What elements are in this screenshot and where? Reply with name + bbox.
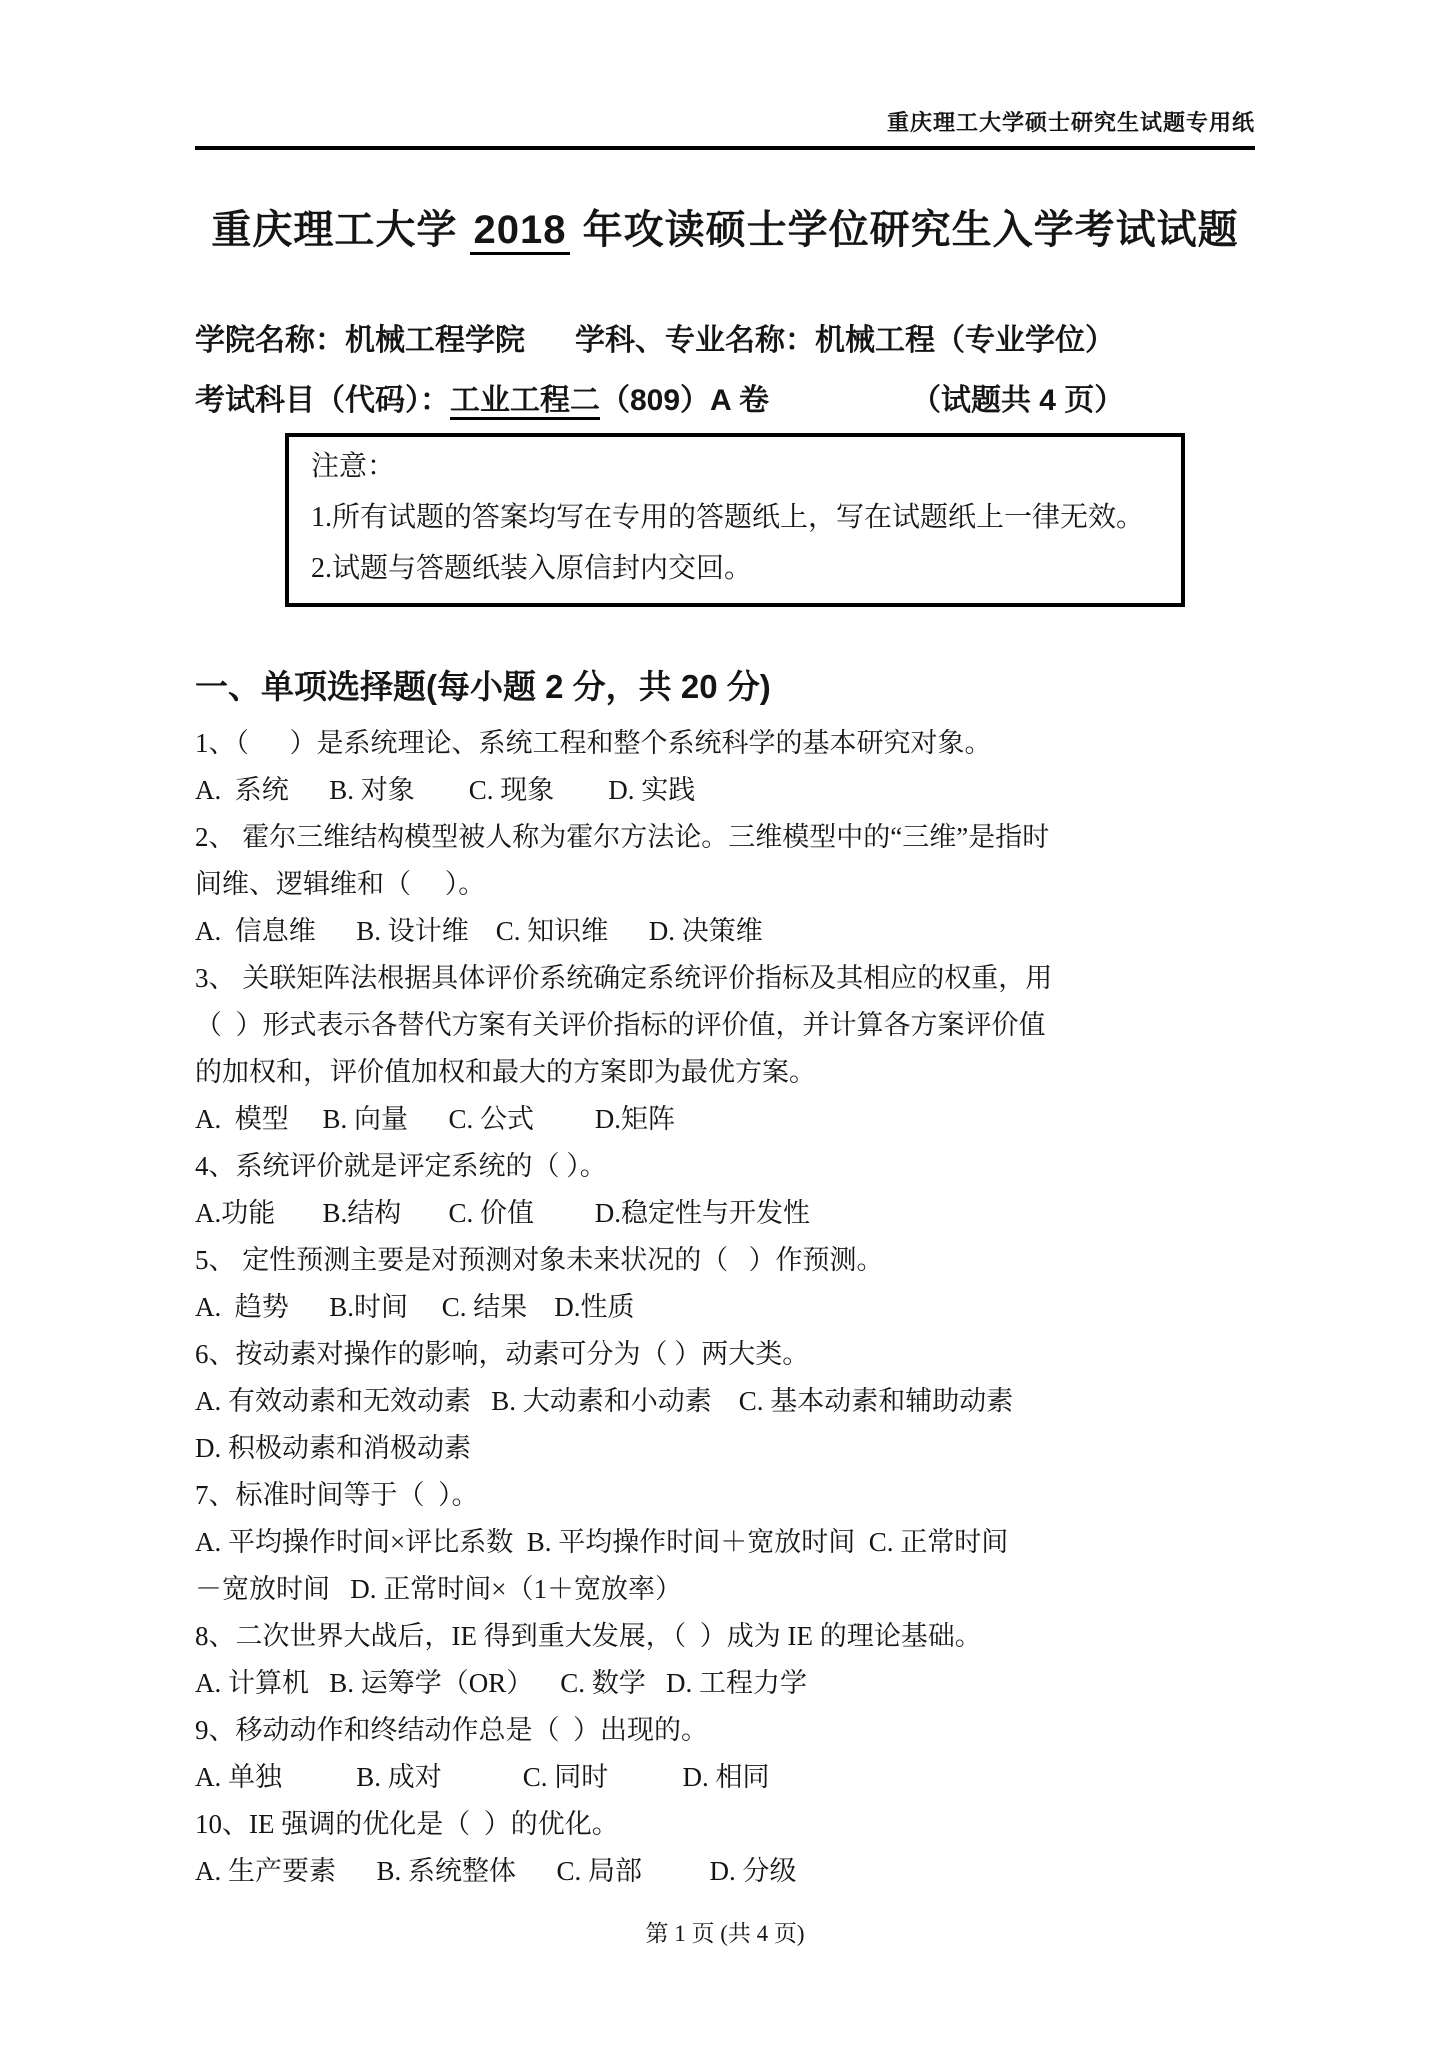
question-line: －宽放时间 D. 正常时间×（1＋宽放率）: [195, 1574, 682, 1604]
notice-box: [285, 433, 1185, 607]
pages-note: （试题共 4 页）: [910, 384, 1125, 417]
question-line: A. 模型 B. 向量 C. 公式 D.矩阵: [195, 1104, 676, 1134]
question-line: A. 单独 B. 成对 C. 同时 D. 相同: [195, 1762, 770, 1792]
subject-row: [195, 375, 1255, 419]
subject-code-volume: （809）A 卷: [600, 384, 769, 417]
question-line: （ ）形式表示各替代方案有关评价指标的评价值，并计算各方案评价值: [195, 1010, 1046, 1040]
question-line: A. 计算机 B. 运筹学（OR） C. 数学 D. 工程力学: [195, 1668, 808, 1698]
question-line: 的加权和，评价值加权和最大的方案即为最优方案。: [195, 1057, 816, 1087]
question-line: 6、按动素对操作的影响，动素可分为（ ）两大类。: [195, 1339, 810, 1369]
question-line: 间维、逻辑维和（ ）。: [195, 869, 486, 899]
question-line: 3、 关联矩阵法根据具体评价系统确定系统评价指标及其相应的权重，用: [195, 963, 1053, 993]
page-header: [195, 106, 1255, 150]
question-line: 1、（ ）是系统理论、系统工程和整个系统科学的基本研究对象。: [195, 728, 992, 758]
exam-title-year-underlined: 2018: [470, 208, 571, 255]
notice-items: [311, 500, 1163, 587]
header-rule: [195, 146, 1255, 150]
question-line: A. 平均操作时间×评比系数 B. 平均操作时间＋宽放时间 C. 正常时间: [195, 1527, 1009, 1557]
question-line: 7、标准时间等于（ ）。: [195, 1480, 479, 1510]
header-note: 重庆理工大学硕士研究生试题专用纸: [886, 110, 1255, 135]
exam-title: [195, 198, 1255, 255]
subject-name-underlined: 工业工程二: [450, 384, 600, 420]
exam-title-prefix: 重庆理工大学: [211, 208, 470, 252]
question-line: D. 积极动素和消极动素: [195, 1433, 471, 1463]
question-line: 9、移动动作和终结动作总是（ ）出现的。: [195, 1715, 708, 1745]
question-line: A. 趋势 B.时间 C. 结果 D.性质: [195, 1292, 635, 1322]
notice-item: 2.试题与答题纸装入原信封内交回。: [311, 553, 753, 584]
question-line: 5、 定性预测主要是对预测对象未来状况的（ ）作预测。: [195, 1245, 884, 1275]
section-title: 一、单项选择题(每小题 2 分，共 20 分): [195, 668, 771, 705]
question-line: A.功能 B.结构 C. 价值 D.稳定性与开发性: [195, 1198, 811, 1228]
notice-title: 注意：: [311, 451, 396, 482]
college-major-row: 学院名称：机械工程学院 学科、专业名称：机械工程（专业学位）: [195, 324, 1116, 357]
question-line: 10、IE 强调的优化是（ ）的优化。: [195, 1809, 619, 1839]
subject-label: 考试科目（代码）：: [195, 384, 450, 417]
question-line: A. 系统 B. 对象 C. 现象 D. 实践: [195, 775, 696, 805]
questions: [195, 720, 1255, 1895]
question-line: 2、 霍尔三维结构模型被人称为霍尔方法论。三维模型中的“三维”是指时: [195, 822, 1050, 852]
notice-item: 1.所有试题的答案均写在专用的答题纸上，写在试题纸上一律无效。: [311, 502, 1145, 533]
exam-title-suffix: 年攻读硕士学位研究生入学考试试题: [570, 208, 1239, 252]
question-line: A. 信息维 B. 设计维 C. 知识维 D. 决策维: [195, 916, 763, 946]
page-footer: 第 1 页 (共 4 页): [645, 1921, 805, 1946]
question-line: A. 有效动素和无效动素 B. 大动素和小动素 C. 基本动素和辅助动素: [195, 1386, 1014, 1416]
exam-meta: [195, 315, 1255, 419]
question-line: 8、二次世界大战后，IE 得到重大发展，（ ）成为 IE 的理论基础。: [195, 1621, 982, 1651]
question-line: A. 生产要素 B. 系统整体 C. 局部 D. 分级: [195, 1856, 797, 1886]
question-line: 4、系统评价就是评定系统的（ ）。: [195, 1151, 607, 1181]
